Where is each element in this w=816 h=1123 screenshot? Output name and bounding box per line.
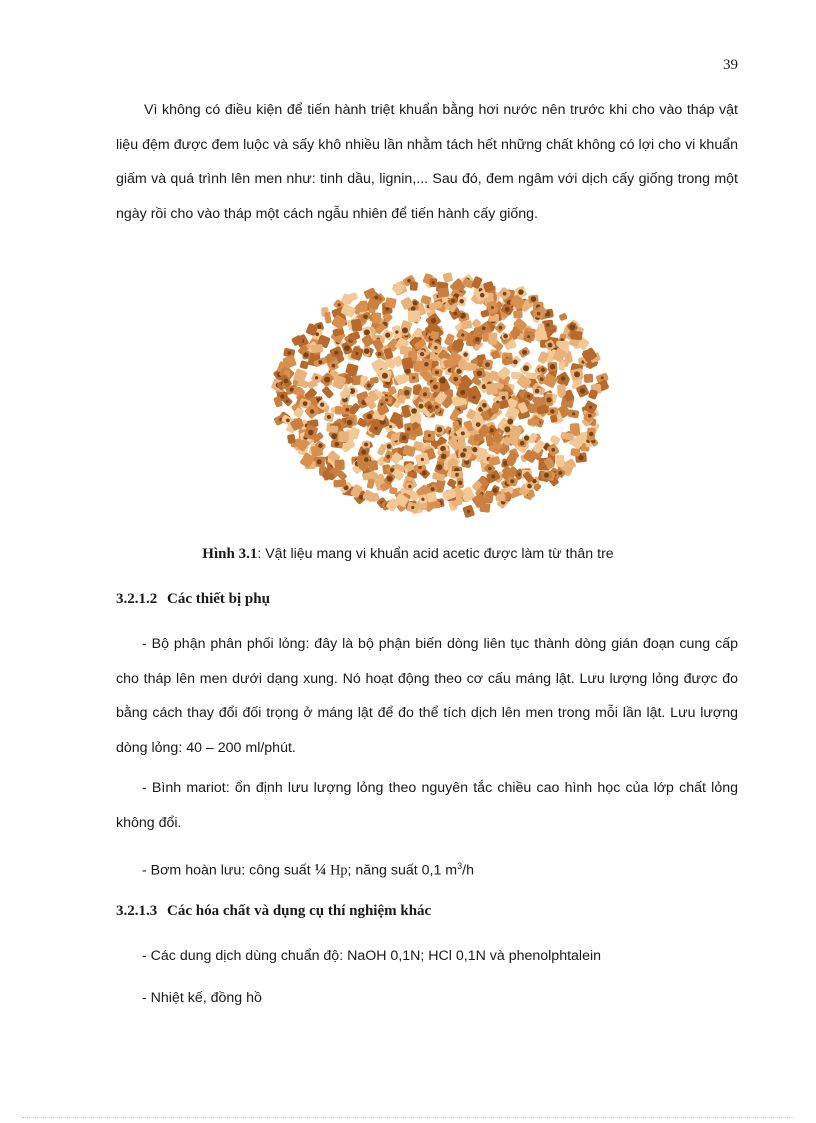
bamboo-pellet-hole [550, 409, 554, 413]
bamboo-pellet [488, 332, 497, 345]
bamboo-pellet-hole [518, 289, 524, 295]
bamboo-pellet-hole [411, 506, 414, 509]
bamboo-pellet [338, 431, 349, 442]
bamboo-pellet-hole [503, 334, 508, 339]
bamboo-pellet-hole [407, 427, 411, 431]
bamboo-pellet-hole [558, 471, 562, 475]
bamboo-pellet-hole [522, 350, 527, 355]
list-item-mariot-bottle: - Bình mariot: ổn định lưu lượng lỏng theo nguyên tắc chiều cao hình học của lớp chất lỏng không đổi. [116, 780, 738, 831]
bamboo-pellet-hole [315, 376, 318, 379]
bamboo-pellet-hole [327, 415, 331, 419]
section-title: Các thiết bị phụ [167, 591, 270, 607]
bamboo-pellet-hole [320, 403, 324, 407]
bamboo-pellet [329, 425, 338, 433]
bamboo-pellet-hole [467, 510, 470, 513]
bamboo-pellet-hole [345, 408, 349, 412]
bamboo-pellet-hole [407, 279, 411, 283]
bamboo-pellet [474, 434, 484, 442]
bamboo-pellet [368, 460, 379, 471]
bamboo-pellet-hole [435, 370, 439, 374]
list-item-titration-solutions: - Các dung dịch dùng chuẩn độ: NaOH 0,1N; HCl 0,1N và phenolphtalein [142, 948, 602, 964]
bamboo-pellet-hole [318, 360, 322, 364]
bamboo-pellet [287, 434, 296, 444]
bamboo-pellet-hole [303, 401, 308, 406]
bamboo-pellet-hole [507, 419, 513, 425]
bamboo-pellet [557, 384, 566, 395]
bamboo-pellet-hole [431, 487, 435, 491]
bamboo-pellet [333, 479, 346, 488]
bamboo-pellet-hole [286, 419, 290, 423]
bamboo-pellet-hole [308, 430, 314, 436]
bamboo-pellet-hole [518, 473, 521, 476]
bamboo-pellet-hole [332, 364, 336, 368]
section-number: 3.2.1.3 [116, 903, 158, 919]
bamboo-pellet-hole [570, 324, 576, 330]
bamboo-pellet-hole [303, 352, 308, 357]
bamboo-pellet [324, 312, 332, 324]
bamboo-pellet-hole [389, 425, 392, 428]
bamboo-pellet-hole [364, 457, 369, 462]
bamboo-pellet [526, 372, 538, 379]
bamboo-pellet-hole [460, 452, 465, 457]
bamboo-pellet-hole [317, 324, 321, 328]
bamboo-pellet-hole [453, 377, 458, 382]
bamboo-pellet [558, 313, 567, 322]
bamboo-pellet-hole [310, 409, 315, 414]
bamboo-pellet [437, 287, 449, 297]
bamboo-pellet-hole [367, 383, 371, 387]
bamboo-pellet [389, 487, 398, 495]
bamboo-pellet-hole [335, 442, 340, 447]
bamboo-pellet-hole [601, 376, 604, 379]
bamboo-pellet [335, 406, 343, 415]
bamboo-pellet-hole [502, 396, 506, 400]
bamboo-pellet-hole [374, 427, 378, 431]
bamboo-pellet-hole [463, 352, 467, 356]
bamboo-pellet-hole [404, 390, 410, 396]
bamboo-pellet-hole [408, 485, 411, 488]
bamboo-pellet [570, 448, 580, 457]
bamboo-pellet-hole [482, 327, 486, 331]
bamboo-pellet-hole [378, 352, 382, 356]
list-item-reflux-pump: - Bơm hoàn lưu: công suất ¼ Hp; năng suất 0,1 $m^3/h$ [142, 861, 474, 879]
bamboo-pellet-hole [510, 479, 514, 483]
figure-caption-label: Hình 3.1 [202, 546, 258, 562]
bamboo-pellet [513, 310, 523, 318]
bamboo-pellet-hole [574, 371, 580, 377]
bamboo-pellet-hole [491, 306, 494, 309]
bamboo-pellet-hole [578, 455, 583, 460]
bamboo-pellet [555, 455, 565, 468]
bamboo-pellet-hole [364, 348, 370, 354]
bamboo-pellet-pile-image [262, 270, 622, 528]
bamboo-pellet-hole [527, 335, 530, 338]
bamboo-pellet-hole [331, 433, 337, 439]
bamboo-pellet-hole [513, 360, 518, 365]
bamboo-pellet-hole [460, 390, 465, 395]
bamboo-pellet-hole [364, 329, 370, 335]
bamboo-pellet-hole [434, 346, 437, 349]
bamboo-pellet-hole [548, 343, 553, 348]
bamboo-pellet-hole [537, 312, 541, 316]
bamboo-pellet-hole [317, 459, 322, 464]
bamboo-pellet-hole [440, 378, 446, 384]
bamboo-pellet-hole [505, 307, 510, 312]
bamboo-pellet-hole [580, 388, 585, 393]
figure-caption-text: : Vật liệu mang vi khuẩn acid acetic được làm từ thân tre [257, 546, 614, 562]
bamboo-pellet-hole [423, 392, 427, 396]
bamboo-pellet-hole [491, 475, 495, 479]
bamboo-pellet-hole [480, 293, 485, 298]
bamboo-pellet-hole [458, 481, 462, 485]
bamboo-pellet [410, 414, 421, 423]
bamboo-pellet-hole [284, 379, 289, 384]
bamboo-pellet-hole [561, 376, 565, 380]
bamboo-pellet-hole [541, 368, 545, 372]
bamboo-pellet-hole [488, 467, 491, 470]
bamboo-pellet-hole [477, 371, 483, 377]
bamboo-pellet-hole [315, 332, 319, 336]
bamboo-pellet-hole [572, 412, 575, 415]
bamboo-pellet [300, 360, 309, 369]
bamboo-pellet-hole [436, 464, 442, 470]
bamboo-pellet-hole [459, 299, 464, 304]
bamboo-pellet-hole [493, 488, 498, 493]
bamboo-pellet-hole [280, 394, 284, 398]
bamboo-pellet-hole [503, 292, 507, 296]
bamboo-pellet-hole [421, 498, 424, 501]
bamboo-pellet-hole [361, 450, 366, 455]
bamboo-pellet-hole [395, 330, 398, 333]
bamboo-pellet-hole [420, 352, 424, 356]
bamboo-pellet-hole [461, 333, 464, 336]
bamboo-pellet-hole [386, 455, 390, 459]
bamboo-pellet-hole [535, 389, 540, 394]
bamboo-pellet-hole [338, 303, 341, 306]
bamboo-pellet-hole [504, 426, 510, 432]
bamboo-pellet-hole [364, 443, 368, 447]
bamboo-pellet-hole [428, 434, 431, 437]
bamboo-pellet-hole [550, 364, 555, 369]
bamboo-pellet [549, 434, 561, 445]
bamboo-pellet-hole [527, 395, 530, 398]
bamboo-pellet-hole [499, 326, 503, 330]
bamboo-pellet-hole [546, 323, 550, 327]
bamboo-pellet-hole [588, 414, 592, 418]
bamboo-pellet-hole [367, 414, 373, 420]
bamboo-pellet-hole [428, 405, 432, 409]
bamboo-pellet [410, 281, 418, 291]
bamboo-pellet-hole [402, 327, 408, 333]
bamboo-pellet-hole [413, 301, 418, 306]
bamboo-pellet-hole [551, 448, 555, 452]
bamboo-pellet-hole [375, 296, 379, 300]
bamboo-pellet-hole [589, 432, 594, 437]
bamboo-pellet-hole [454, 312, 458, 316]
bamboo-pellet [351, 319, 363, 332]
bamboo-pellet-hole [455, 473, 459, 477]
bamboo-pellet-hole [355, 352, 358, 355]
bamboo-pellet-hole [387, 476, 393, 482]
bamboo-pellet [528, 419, 540, 426]
bamboo-pellet-hole [318, 444, 322, 448]
bamboo-pellet [311, 344, 323, 353]
bamboo-pellet-hole [531, 296, 537, 302]
bamboo-pellet [457, 436, 466, 448]
bamboo-pellet-hole [476, 422, 481, 427]
bamboo-pellet-hole [387, 444, 392, 449]
bamboo-pellet-hole [347, 420, 353, 426]
bamboo-pellet-hole [482, 403, 487, 408]
section-title: Các hóa chất và dụng cụ thí nghiệm khác [167, 903, 432, 919]
bamboo-pellet-hole [490, 428, 494, 432]
bamboo-pellet-hole [589, 406, 592, 409]
bamboo-pellet-hole [411, 408, 417, 414]
bamboo-pellet [372, 312, 381, 324]
section-heading-chemicals [116, 903, 431, 920]
bamboo-pellet-hole [433, 385, 438, 390]
bamboo-pellet [486, 383, 498, 395]
bamboo-pellet-hole [435, 405, 439, 409]
list-item-thermometer-clock: - Nhiệt kế, đồng hồ [142, 990, 262, 1006]
bamboo-pellet-hole [520, 441, 525, 446]
bamboo-pellet-hole [421, 458, 424, 461]
figure-bamboo-carrier-photo [262, 270, 622, 528]
bamboo-pellet [584, 374, 594, 383]
bamboo-pellet-hole [485, 362, 490, 367]
bamboo-pellet [359, 301, 367, 312]
intro-paragraph: Vì không có điều kiện để tiến hành triệt khuẩn bằng hơi nước nên trước khi cho vào tháp vật liệu đệm được đem luộc và sấy khô nhiều lần nhằm tách hết những chất không có lợi cho vi khuẩn giấm và quá trình lên men như: tinh dầu, lignin,... Sau đó, đem ngâm với dịch cấy giống trong một ngày rồi cho vào tháp một cách ngẫu nhiên để tiến hành cấy giống. [116, 102, 738, 222]
bamboo-pellet-hole [461, 431, 465, 435]
bamboo-pellet-hole [412, 376, 415, 379]
bamboo-pellet-hole [475, 337, 480, 342]
bamboo-pellet [442, 272, 453, 283]
bamboo-pellet-hole [288, 351, 292, 355]
bamboo-pellet-hole [344, 345, 350, 351]
bamboo-pellet-hole [422, 471, 427, 476]
bamboo-pellet-hole [431, 318, 436, 323]
bamboo-pellet-hole [432, 281, 435, 284]
bamboo-pellet [321, 386, 334, 399]
bamboo-pellet-hole [334, 351, 338, 355]
figure-caption [0, 546, 816, 563]
bamboo-pellet-hole [544, 473, 549, 478]
section-number: 3.2.1.2 [116, 591, 158, 607]
bamboo-pellet-hole [441, 454, 446, 459]
list-item-liquid-distributor: - Bộ phận phân phối lỏng: đây là bộ phận biến dòng liên tục thành dòng gián đoạn cung cấp cho tháp lên men dưới dạng xung. Nó hoạt động theo cơ cấu máng lật. Lưu lượng lỏng được đo bằng cách thay đổi đối trọng ở máng lật để đo thể tích dịch lên men trong mỗi lần lật. Lưu lượng dòng lỏng: 40 – 200 ml/phút. [116, 636, 738, 756]
bamboo-pellet-hole [363, 315, 368, 320]
bamboo-pellet-hole [472, 447, 477, 452]
page-number: 39 [723, 57, 738, 73]
bamboo-pellet-hole [419, 404, 424, 409]
bamboo-pellet [559, 361, 565, 370]
bamboo-pellet [408, 310, 421, 322]
bamboo-pellet [348, 331, 361, 342]
bamboo-pellet-hole [473, 396, 476, 399]
bamboo-pellet-hole [324, 377, 330, 383]
bamboo-pellet [334, 459, 344, 470]
bamboo-pellet-hole [382, 373, 388, 379]
bamboo-pellet-hole [437, 427, 443, 433]
bamboo-pellet [431, 501, 441, 508]
footer-divider [22, 1117, 794, 1118]
bamboo-pellet-hole [385, 333, 390, 338]
bamboo-pellet-hole [402, 435, 407, 440]
bamboo-pellet-hole [546, 397, 551, 402]
bamboo-pellet-hole [451, 299, 455, 303]
section-heading-auxiliary-equipment [116, 591, 270, 608]
bamboo-pellet-hole [523, 365, 529, 371]
bamboo-pellet-hole [290, 388, 294, 392]
bamboo-pellet [528, 403, 537, 413]
bamboo-pellet [370, 377, 379, 385]
bamboo-pellet-hole [424, 362, 429, 367]
bamboo-pellet-hole [540, 377, 544, 381]
